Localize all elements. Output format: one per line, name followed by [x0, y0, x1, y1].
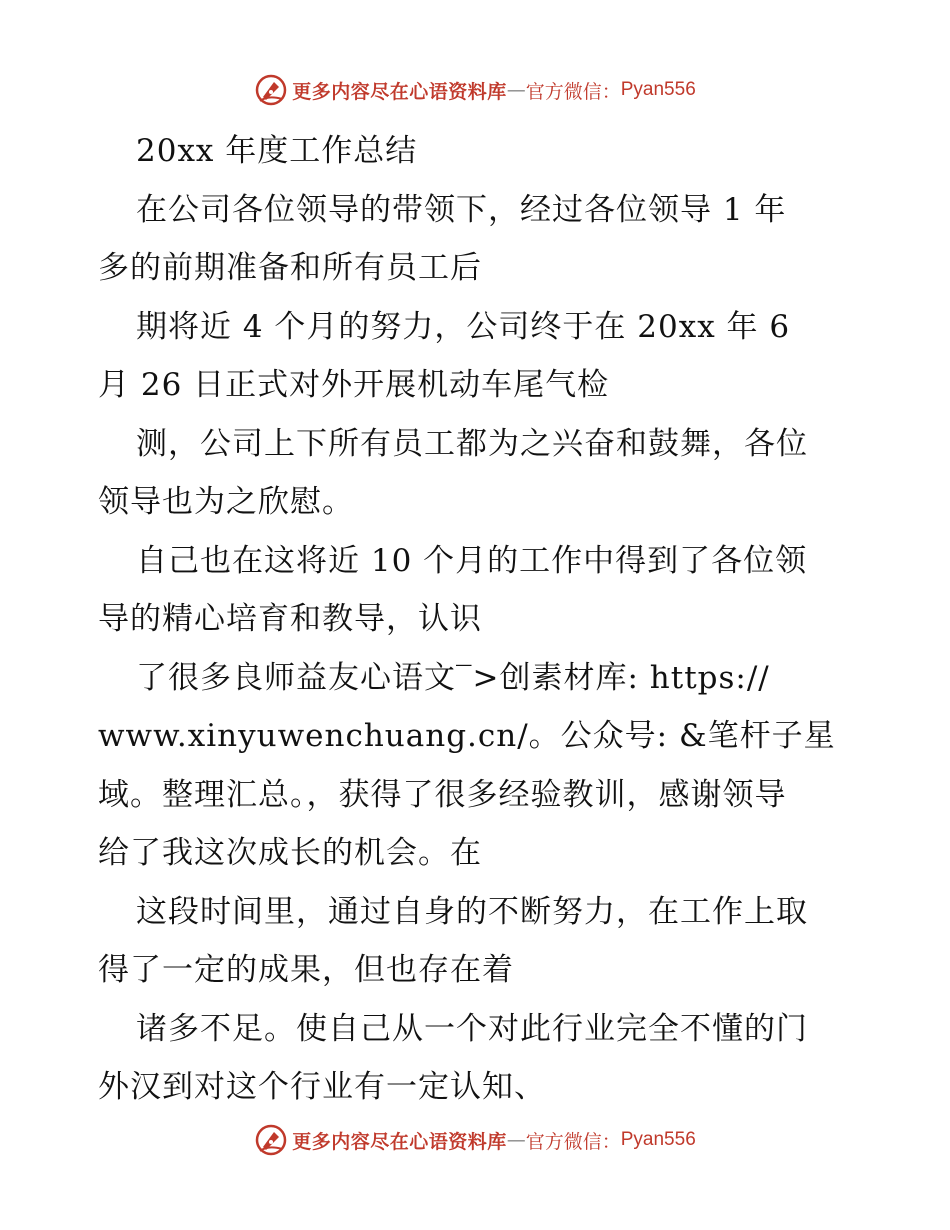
watermark-wechat-id: Pyan556 [620, 79, 696, 100]
watermark-official-label: 官方微信： [525, 1130, 621, 1153]
watermark-official-label: 官方微信： [525, 80, 621, 103]
pen-nib-logo-icon [254, 1123, 288, 1157]
watermark-brand-text: 更多内容尽在心语资料库 [292, 80, 507, 103]
text-line: 期将近 4 个月的努力，公司终于在 20xx 年 6 [136, 308, 791, 345]
text-line: 月 26 日正式对外开展机动车尾气检 [98, 367, 610, 403]
document-title: 20xx 年度工作总结 [136, 133, 418, 169]
text-line: 了很多良师益友心语文‾>创素材库: https:// [136, 659, 770, 696]
text-line: 外汉到对这个行业有一定认知、 [98, 1069, 546, 1105]
text-line: 诸多不足。使自己从一个对此行业完全不懂的门 [136, 1010, 808, 1047]
document-body [98, 122, 858, 1117]
text-line: www.xinyuwenchuang.cn/。公众号: &笔杆子星 [98, 718, 836, 754]
text-line: 得了一定的成果，但也存在着 [98, 952, 514, 988]
text-line: 这段时间里，通过自身的不断努力，在工作上取 [136, 893, 808, 930]
text-line: 域。整理汇总。，获得了很多经验教训，感谢领导 [98, 776, 787, 813]
pen-nib-logo-icon [254, 73, 288, 107]
text-line: 多的前期准备和所有员工后 [98, 250, 482, 286]
text-line: 导的精心培育和教导，认识 [98, 601, 482, 637]
watermark-separator: — [506, 1129, 526, 1151]
text-line: 自己也在这将近 10 个月的工作中得到了各位领 [136, 542, 808, 579]
header-watermark [0, 70, 950, 110]
watermark-separator: — [506, 79, 526, 101]
text-line: 给了我这次成长的机会。在 [98, 835, 482, 871]
text-line: 在公司各位领导的带领下，经过各位领导 1 年 [136, 191, 787, 228]
watermark-brand-text: 更多内容尽在心语资料库 [292, 1130, 507, 1153]
text-line: 领导也为之欣慰。 [98, 484, 354, 520]
text-line: 测，公司上下所有员工都为之兴奋和鼓舞，各位 [136, 425, 808, 462]
watermark-wechat-id: Pyan556 [620, 1129, 696, 1150]
footer-watermark [0, 1120, 950, 1160]
